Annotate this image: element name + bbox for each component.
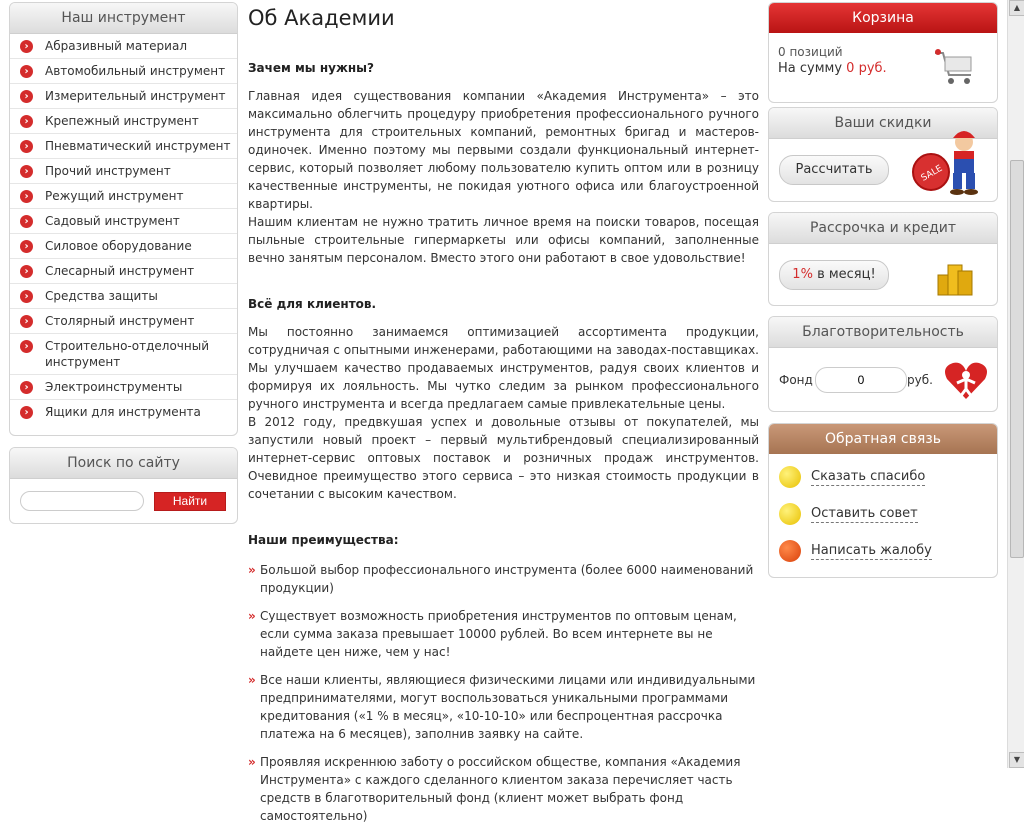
sidebar-item[interactable] [10, 34, 237, 59]
heart-icon [943, 359, 989, 401]
feedback-thanks-link[interactable]: Сказать спасибо [811, 468, 926, 484]
charity-widget [768, 316, 998, 412]
chevron-right-icon: › [20, 315, 33, 328]
page-title: Об Академии [248, 6, 395, 30]
sidebar-item[interactable] [10, 109, 237, 134]
sidebar-item-label[interactable]: Столярный инструмент [45, 314, 195, 328]
sidebar-item[interactable] [10, 309, 237, 334]
sidebar-item[interactable] [10, 209, 237, 234]
shopping-cart-icon[interactable] [933, 47, 977, 87]
sidebar-item[interactable] [10, 59, 237, 84]
cart-widget[interactable] [768, 2, 998, 103]
angry-smiley-icon [779, 540, 801, 562]
sale-mascot-icon [909, 120, 989, 200]
cart-positions: 0 позиций [778, 45, 843, 59]
paragraph: Мы постоянно занимаемся оптимизацией ассортимента продукции, сотрудничая с опытными инженерами, работающими на заводах-поставщиках. Мы улучшаем качество продаваемых инструментов, радуя своих клиентов и формируя их лояльность. Мы чутко следим за рынком профессионального ручного инструмента и всегда предлагаем самые привлекательные цены. [248, 325, 759, 411]
sidebar-item-label[interactable]: Средства защиты [45, 289, 158, 303]
sidebar-item-label[interactable]: Ящики для инструмента [45, 405, 201, 419]
calculate-button[interactable]: Рассчитать [779, 155, 889, 185]
feedback-widget [768, 423, 998, 578]
wink-smiley-icon [779, 503, 801, 525]
section-title: Наши преимущества: [248, 533, 399, 547]
sidebar-item-label[interactable]: Пневматический инструмент [45, 139, 231, 153]
list-item: » Проявляя искреннюю заботу о российском обществе, компания «Академия Инструмента» с каждого сделанного клиентом заказа перечисляет часть средств в благотворительный фонд (клиент может выбрать фонд самостоятельно) [248, 753, 759, 825]
sidebar-item-label[interactable]: Электроинструменты [45, 380, 183, 394]
paragraph: Нашим клиентам не нужно тратить личное время на поиски товаров, посещая пыльные строительные гипермаркеты или офисы компаний, заполненные вечно занятым персоналом. Вместо этого они работают в свое удовольствие! [248, 215, 759, 265]
charity-unit: руб. [907, 373, 933, 387]
credit-rate-suffix: в месяц! [817, 267, 876, 282]
catalog-menu-title: Наш инструмент [10, 3, 237, 34]
scroll-up-icon[interactable]: ▲ [1009, 0, 1024, 16]
sidebar-item-label[interactable]: Абразивный материал [45, 39, 187, 53]
sidebar-item-label[interactable]: Садовый инструмент [45, 214, 180, 228]
vertical-scrollbar[interactable] [1007, 0, 1024, 768]
main-content [248, 0, 759, 835]
sidebar-item-label[interactable]: Строительно-отделочный инструмент [45, 339, 209, 369]
feedback-thanks[interactable] [779, 466, 925, 488]
cart-sum [778, 61, 887, 76]
chevron-right-icon: › [20, 140, 33, 153]
sidebar-item-label[interactable]: Силовое оборудование [45, 239, 192, 253]
svg-text:SALE: SALE [919, 163, 945, 184]
credit-rate: 1% [792, 267, 813, 282]
sidebar-item[interactable] [10, 334, 237, 375]
cart-title[interactable]: Корзина [769, 3, 997, 33]
chevron-right-icon: › [20, 290, 33, 303]
feedback-title: Обратная связь [769, 424, 997, 454]
discount-widget [768, 107, 998, 202]
chevron-right-icon: › [20, 340, 33, 353]
sidebar-item[interactable] [10, 400, 237, 424]
search-input[interactable] [20, 491, 144, 511]
sidebar-item-label[interactable]: Режущий инструмент [45, 189, 184, 203]
charity-title: Благотворительность [769, 317, 997, 348]
list-item: » Большой выбор профессионального инструмента (более 6000 наименований продукции) [248, 561, 759, 597]
site-search-title: Поиск по сайту [10, 448, 237, 479]
advantages-list [248, 561, 759, 825]
happy-smiley-icon [779, 466, 801, 488]
site-search [9, 447, 238, 524]
sidebar-item[interactable] [10, 84, 237, 109]
chevron-right-icon: › [20, 115, 33, 128]
sidebar-item[interactable] [10, 375, 237, 400]
sidebar-item-label[interactable]: Автомобильный инструмент [45, 64, 226, 78]
gold-coins-icon [934, 257, 978, 297]
sidebar-item-label[interactable]: Прочий инструмент [45, 164, 171, 178]
sidebar-item[interactable] [10, 134, 237, 159]
feedback-advice-link[interactable]: Оставить совет [811, 505, 918, 521]
charity-fund-label: Фонд [779, 373, 813, 387]
chevron-right-icon: › [20, 90, 33, 103]
section-title: Зачем мы нужны? [248, 61, 374, 75]
sidebar-item-label[interactable]: Измерительный инструмент [45, 89, 226, 103]
credit-widget [768, 212, 998, 306]
sidebar-item[interactable] [10, 159, 237, 184]
cart-sum-value: 0 руб. [846, 61, 887, 76]
chevron-right-icon: › [20, 381, 33, 394]
chevron-right-icon: › [20, 265, 33, 278]
sidebar-item-label[interactable]: Слесарный инструмент [45, 264, 195, 278]
list-item: » Существует возможность приобретения инструментов по оптовым ценам, если сумма заказа превышает 10000 рублей. Во всем интернете вы не найдете цен ниже, чем у нас! [248, 607, 759, 661]
scroll-down-icon[interactable]: ▼ [1009, 752, 1024, 768]
sidebar-item[interactable] [10, 284, 237, 309]
credit-title: Рассрочка и кредит [769, 213, 997, 244]
cart-sum-label: На сумму [778, 61, 843, 76]
feedback-complaint-link[interactable]: Написать жалобу [811, 542, 932, 558]
feedback-advice[interactable] [779, 503, 918, 525]
chevron-right-icon: › [20, 215, 33, 228]
paragraph: Главная идея существования компании «Академия Инструмента» – это максимально облегчить процедуру приобретения профессионального ручного инструмента для строительных компаний, ремонтных бригад и мастеров-одиночек. Именно поэтому мы первыми создали функциональный интернет-сервис, который позволяет любому пользователю купить оптом или в розницу качественные инструменты, не покидая уютного офиса или благоустроенной квартиры. [248, 89, 759, 211]
discount-title: Ваши скидки [769, 108, 997, 139]
chevron-right-icon: › [20, 65, 33, 78]
credit-button[interactable] [779, 260, 889, 290]
sidebar-item-label[interactable]: Крепежный инструмент [45, 114, 199, 128]
section-title: Всё для клиентов. [248, 297, 377, 311]
list-item: » Все наши клиенты, являющиеся физическими лицами или индивидуальными предпринимателями, могут воспользоваться уникальными программами кредитования («1 % в месяц», «10-10-10» или беспроцентная рассрочка платежа на 6 месяцев), заполнив заявку на сайте. [248, 671, 759, 743]
chevron-right-icon: › [20, 240, 33, 253]
sidebar-item[interactable] [10, 184, 237, 209]
scrollbar-thumb[interactable] [1010, 160, 1024, 558]
chevron-right-icon: › [20, 40, 33, 53]
chevron-right-icon: › [20, 406, 33, 419]
search-button[interactable]: Найти [154, 492, 226, 511]
chevron-right-icon: › [20, 190, 33, 203]
feedback-complaint[interactable] [779, 540, 932, 562]
chevron-right-icon: › [20, 165, 33, 178]
sidebar-item[interactable] [10, 234, 237, 259]
charity-amount-input[interactable] [815, 367, 907, 393]
sidebar-item[interactable] [10, 259, 237, 284]
catalog-menu [9, 2, 238, 436]
paragraph: В 2012 году, предвкушая успех и довольные отзывы от покупателей, мы запустили новый проект – первый мультибрендовый специализированный интернет-сервис оптовых поставок и розничных продаж инструментов. Очевидное преимущество этого сервиса – это низкая стоимость продукции в сочетании с высоким качеством. [248, 415, 759, 501]
